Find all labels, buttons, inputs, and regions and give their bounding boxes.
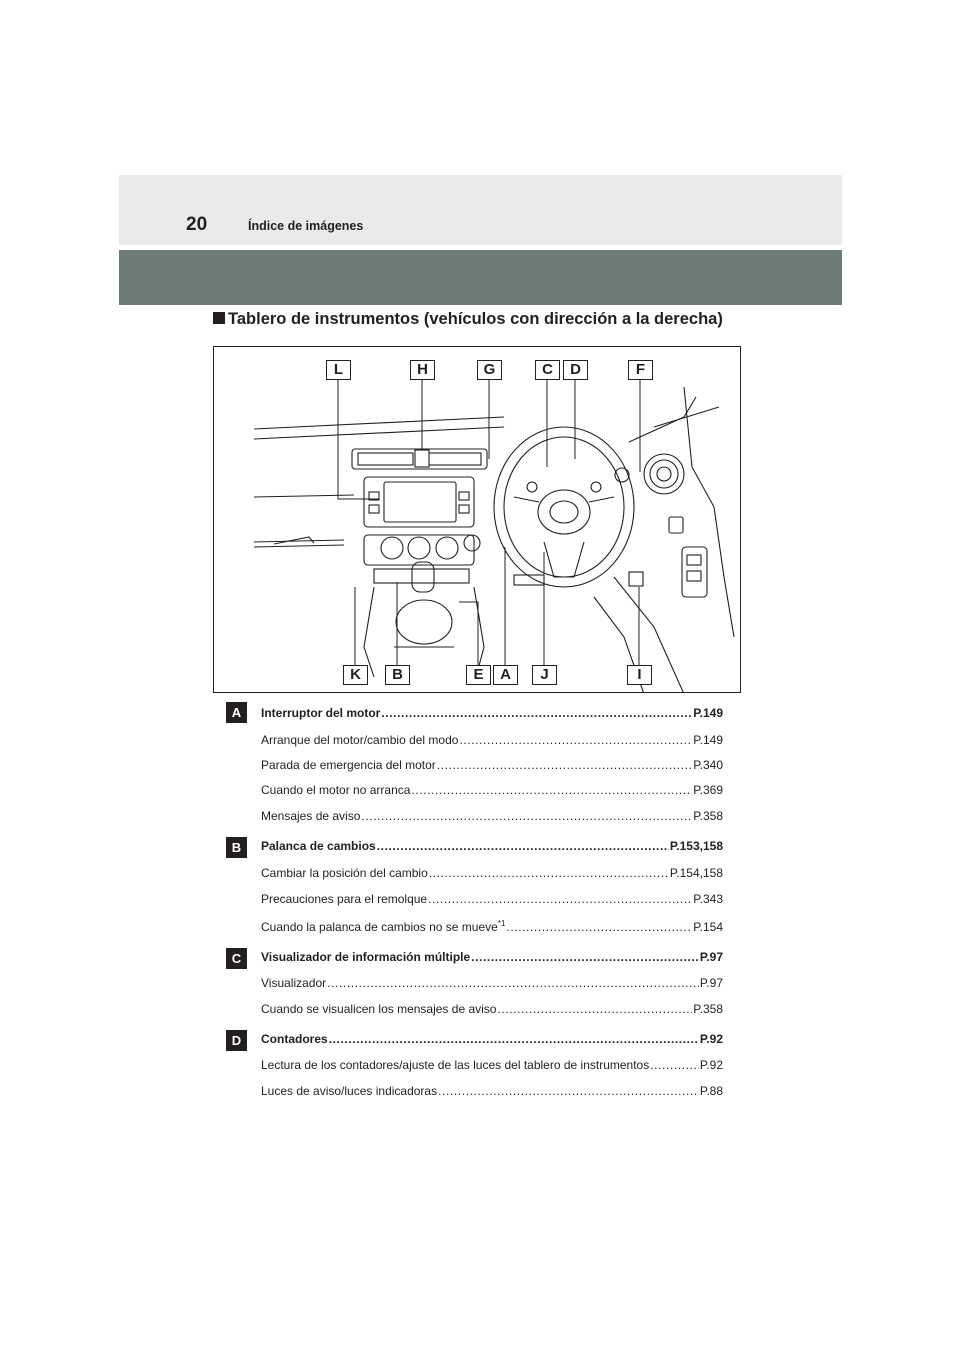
section-heading-text: Tablero de instrumentos (vehículos con dirección a la derecha) xyxy=(228,310,723,328)
footnote-mark: *1 xyxy=(497,919,506,928)
callout-label-l: L xyxy=(326,360,351,380)
entry-item: Precauciones para el remolque xyxy=(261,892,428,906)
leader-lines xyxy=(338,377,640,665)
leader-dots xyxy=(459,733,692,747)
leader-dots xyxy=(497,1002,692,1016)
entry-letter-badge: B xyxy=(226,837,247,858)
entry-item: Cuando el motor no arranca xyxy=(261,783,411,797)
header-band xyxy=(119,175,842,245)
page-number: 20 xyxy=(186,214,208,235)
section-heading xyxy=(213,310,723,329)
leader-dots xyxy=(438,1084,699,1098)
entry-item-line[interactable] xyxy=(261,758,723,772)
entry-title-line[interactable] xyxy=(261,950,723,964)
entry-title-line[interactable] xyxy=(261,839,723,853)
climate-controls xyxy=(364,535,480,583)
entry-letter-badge: D xyxy=(226,1030,247,1051)
page-ref: P.92 xyxy=(699,1032,723,1046)
dashboard-drawing xyxy=(214,347,741,693)
entry-item xyxy=(261,919,505,934)
entry-title: Contadores xyxy=(261,1032,328,1046)
callout-label-h: H xyxy=(410,360,435,380)
page-ref: P.153,158 xyxy=(669,839,723,853)
leader-dots xyxy=(506,920,692,934)
page-ref: P.343 xyxy=(693,892,723,906)
leader-dots xyxy=(428,892,692,906)
page-ref: P.369 xyxy=(693,783,723,797)
entry-title: Palanca de cambios xyxy=(261,839,376,853)
leader-dots xyxy=(437,758,692,772)
leader-dots xyxy=(429,866,669,880)
entry-item: Arranque del motor/cambio del modo xyxy=(261,733,459,747)
page-ref: P.358 xyxy=(693,1002,723,1016)
callout-label-i: I xyxy=(627,665,652,685)
callout-label-f: F xyxy=(628,360,653,380)
entry-letter-badge: C xyxy=(226,948,247,969)
entry-title: Visualizador de información múltiple xyxy=(261,950,471,964)
callout-label-g: G xyxy=(477,360,502,380)
leader-dots xyxy=(381,706,692,720)
entry-item-line[interactable] xyxy=(261,1058,723,1072)
leader-dots xyxy=(471,950,699,964)
callout-label-a: A xyxy=(493,665,518,685)
leader-dots xyxy=(329,1032,699,1046)
page-ref: P.88 xyxy=(699,1084,723,1098)
steering-wheel xyxy=(494,427,634,587)
entry-item-line[interactable] xyxy=(261,892,723,906)
entry-item: Lectura de los contadores/ajuste de las luces del tablero de instrumentos xyxy=(261,1058,650,1072)
leader-dots xyxy=(411,783,692,797)
callout-label-k: K xyxy=(343,665,368,685)
leader-dots xyxy=(361,809,692,823)
callout-label-c: C xyxy=(535,360,560,380)
page-ref: P.154,158 xyxy=(669,866,723,880)
entry-item: Visualizador xyxy=(261,976,327,990)
entry-item: Cambiar la posición del cambio xyxy=(261,866,428,880)
callout-label-b: B xyxy=(385,665,410,685)
center-vents xyxy=(352,449,487,469)
chapter-band xyxy=(119,250,842,305)
callout-label-d: D xyxy=(563,360,588,380)
leader-dots xyxy=(650,1058,699,1072)
entry-title: Interruptor del motor xyxy=(261,706,381,720)
leader-dots xyxy=(377,839,669,853)
entry-item-line[interactable] xyxy=(261,919,723,934)
infotainment-screen xyxy=(364,477,474,527)
header-title: Índice de imágenes xyxy=(248,219,364,233)
entry-item-text: Cuando la palanca de cambios no se mueve xyxy=(261,920,498,934)
entry-item: Cuando se visualicen los mensajes de aviso xyxy=(261,1002,497,1016)
entry-item-line[interactable] xyxy=(261,733,723,747)
dashboard-outline xyxy=(254,387,734,693)
entry-item-line[interactable] xyxy=(261,809,723,823)
entry-item-line[interactable] xyxy=(261,976,723,990)
page-ref: P.154 xyxy=(693,920,723,934)
entry-item-line[interactable] xyxy=(261,1084,723,1098)
entry-item: Mensajes de aviso xyxy=(261,809,361,823)
entry-item-line[interactable] xyxy=(261,1002,723,1016)
entry-title-line[interactable] xyxy=(261,1032,723,1046)
page-ref: P.149 xyxy=(693,706,723,720)
leader-dots xyxy=(327,976,699,990)
center-console xyxy=(364,562,484,677)
entry-item: Luces de aviso/luces indicadoras xyxy=(261,1084,438,1098)
page-ref: P.340 xyxy=(693,758,723,772)
entry-item-line[interactable] xyxy=(261,866,723,880)
entry-item: Parada de emergencia del motor xyxy=(261,758,436,772)
entry-item-line[interactable] xyxy=(261,783,723,797)
dashboard-illustration xyxy=(213,346,741,693)
callout-label-e: E xyxy=(466,665,491,685)
page-ref: P.97 xyxy=(699,976,723,990)
square-bullet-icon xyxy=(213,312,225,324)
callout-label-j: J xyxy=(532,665,557,685)
page-ref: P.92 xyxy=(699,1058,723,1072)
page-ref: P.97 xyxy=(699,950,723,964)
entry-title-line[interactable] xyxy=(261,706,723,720)
entry-letter-badge: A xyxy=(226,702,247,723)
page-ref: P.358 xyxy=(693,809,723,823)
page-ref: P.149 xyxy=(693,733,723,747)
